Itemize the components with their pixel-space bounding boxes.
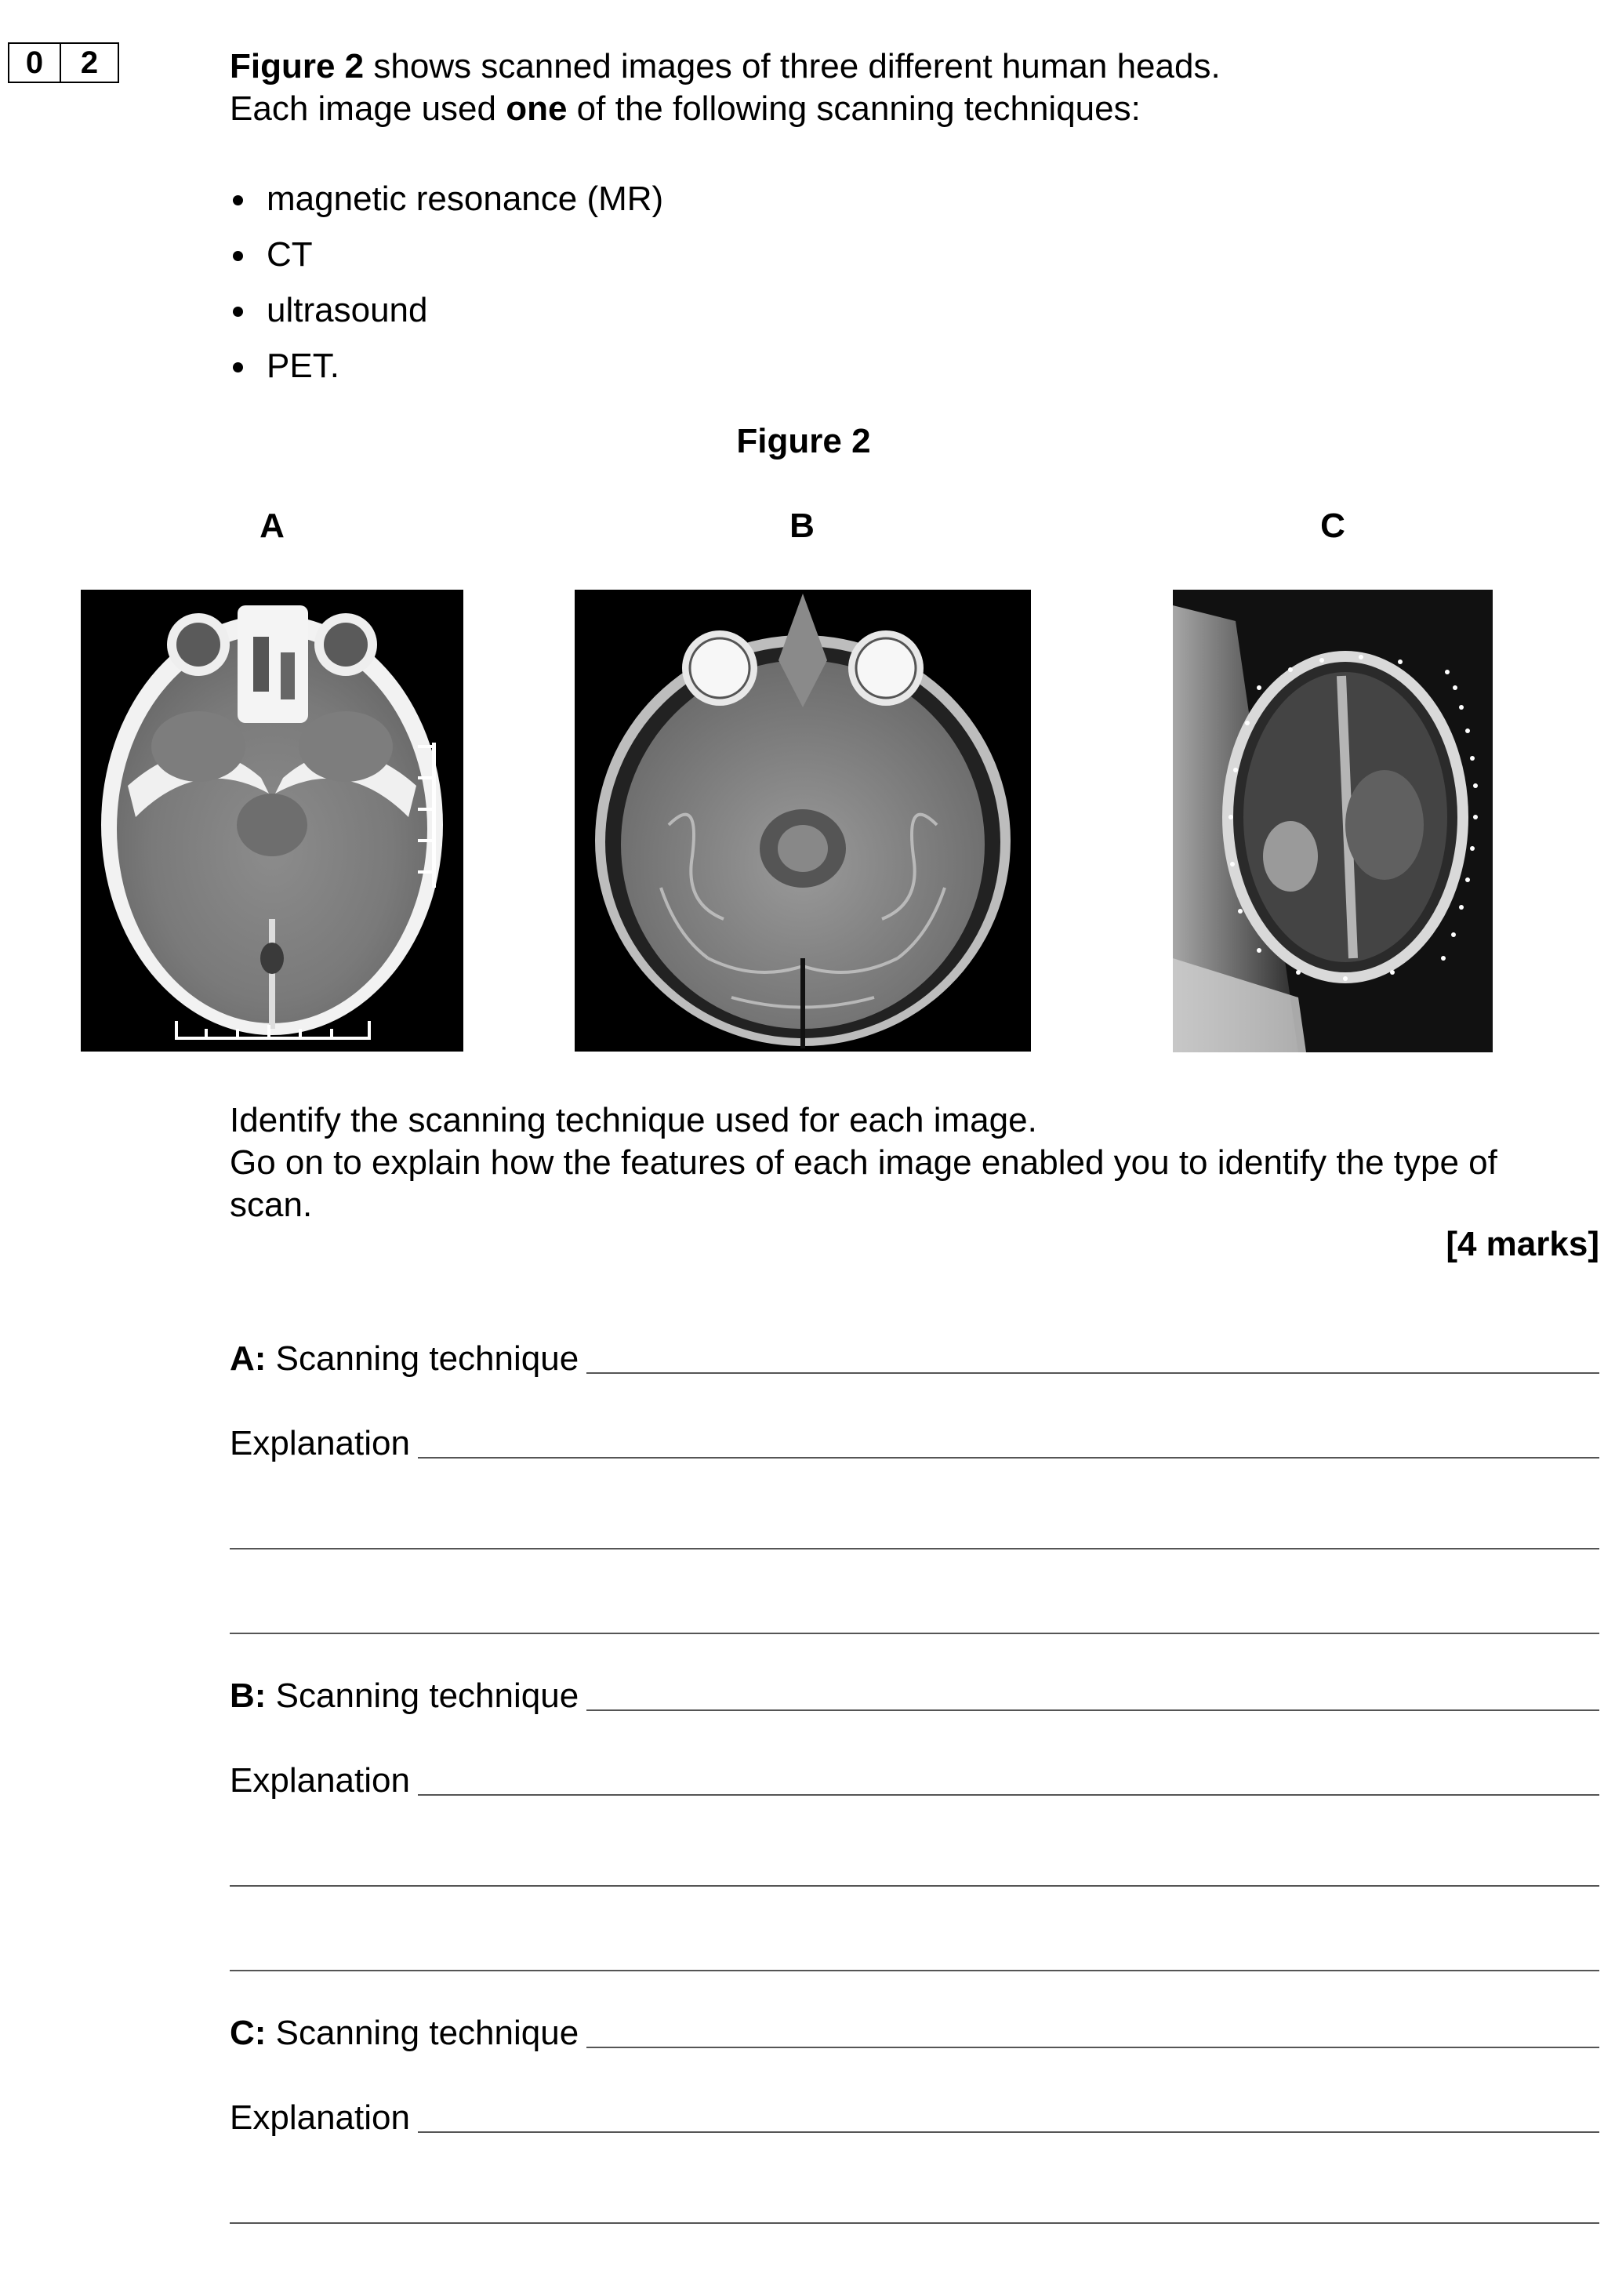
technique-item: ultrasound (230, 282, 663, 338)
answer-c-explanation-row (230, 2092, 1599, 2139)
technique-item: CT (230, 227, 663, 282)
answer-a-blank-line[interactable] (230, 1633, 1599, 1634)
answer-b-technique-label (230, 1675, 586, 1717)
instruction-line-1: Identify the scanning technique used for each image. (230, 1101, 1037, 1139)
answer-b-blank-line[interactable] (230, 1970, 1599, 1971)
answer-b-explanation-label: Explanation (230, 1761, 410, 1800)
answer-b-explanation-row (230, 1755, 1599, 1802)
scan-image-a (81, 590, 463, 1052)
intro-line-1-text: shows scanned images of three different human heads. (364, 47, 1221, 85)
answer-a-technique-text: Scanning technique (266, 1339, 579, 1378)
answer-b-blank-line[interactable] (230, 1885, 1599, 1887)
figure-title: Figure 2 (736, 422, 871, 460)
answer-c-technique-label (230, 2012, 586, 2054)
answer-c-letter: C: (230, 2014, 267, 2052)
question-number-digit-1: 0 (8, 42, 61, 83)
answer-a-technique-row (230, 1333, 1599, 1380)
technique-item: PET. (230, 338, 663, 394)
answer-a-blank-line[interactable] (230, 1548, 1599, 1549)
figure-label-a: A (259, 507, 285, 545)
technique-item: magnetic resonance (MR) (230, 171, 663, 227)
figure-label-b: B (789, 507, 815, 545)
figure-label-c: C (1320, 507, 1345, 545)
answer-c-blank-line[interactable] (230, 2222, 1599, 2224)
answer-c-technique-row (230, 2007, 1599, 2054)
intro-line-2-bold: one (506, 89, 568, 128)
answer-b-explanation-line[interactable] (418, 1794, 1599, 1796)
answer-c-explanation-label: Explanation (230, 2098, 410, 2137)
intro-line-2-post: of the following scanning techniques: (567, 89, 1141, 128)
intro-line-2 (230, 88, 1141, 130)
technique-list (230, 171, 663, 394)
answer-a-explanation-label: Explanation (230, 1424, 410, 1462)
marks-label: [4 marks] (1446, 1225, 1599, 1263)
question-number-box (8, 42, 119, 83)
answer-a-technique-line[interactable] (586, 1372, 1599, 1374)
figure-ref: Figure 2 (230, 47, 365, 85)
question-number-digit-2: 2 (61, 42, 119, 83)
answer-c-technique-text: Scanning technique (266, 2014, 579, 2052)
answer-a-technique-label (230, 1338, 586, 1380)
intro-line-2-pre: Each image used (230, 89, 506, 128)
intro-line-1 (230, 45, 1221, 88)
answer-b-technique-row (230, 1670, 1599, 1717)
answer-b-letter: B: (230, 1677, 267, 1715)
scan-image-b (575, 590, 1031, 1052)
answer-a-letter: A: (230, 1339, 267, 1378)
answer-b-technique-line[interactable] (586, 1709, 1599, 1711)
answer-c-explanation-line[interactable] (418, 2131, 1599, 2133)
instruction-line-3: scan. (230, 1186, 313, 1224)
answer-a-explanation-row (230, 1418, 1599, 1465)
answer-c-technique-line[interactable] (586, 2047, 1599, 2048)
scan-image-c (1173, 590, 1493, 1052)
instruction-line-2: Go on to explain how the features of each image enabled you to identify the type of (230, 1143, 1497, 1182)
answer-a-explanation-line[interactable] (418, 1457, 1599, 1459)
answer-b-technique-text: Scanning technique (266, 1677, 579, 1715)
